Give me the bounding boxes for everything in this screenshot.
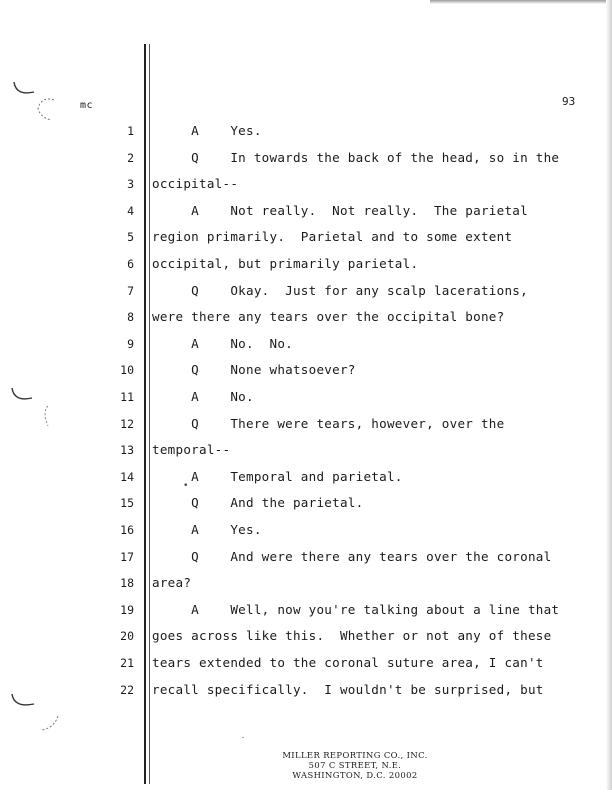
footer-city: WASHINGTON, D.C. 20002 (292, 770, 418, 780)
transcript-line: tears extended to the coronal suture area, I can't (152, 655, 544, 670)
punch-hole-middle-icon (8, 382, 58, 432)
transcript-line: Q There were tears, however, over the (152, 415, 505, 431)
line-number: 17 (120, 549, 134, 564)
line-number: 1 (127, 124, 134, 138)
transcript-line: Q And were there any tears over the coronal (152, 548, 552, 564)
line-number: 14 (120, 469, 134, 484)
margin-rule-outer (144, 44, 146, 784)
line-number: 18 (120, 576, 134, 591)
transcript-line: A No. No. (152, 335, 293, 351)
scan-cutoff (255, 780, 455, 792)
scan-edge-right (606, 0, 612, 790)
transcript-line: A Temporal and parietal. (152, 468, 403, 484)
reporter-footer (255, 750, 455, 790)
transcript-line: A Yes. (152, 123, 262, 138)
transcript-line: A Well, now you're talking about a line that (152, 601, 560, 617)
punch-hole-top-icon (8, 78, 66, 128)
transcript-line: area? (152, 575, 192, 591)
line-number: 3 (127, 177, 134, 192)
line-number: 21 (120, 656, 134, 670)
line-number: 20 (120, 629, 134, 644)
annotation-mark: · (241, 734, 246, 742)
line-number: 12 (120, 416, 134, 431)
footer-company: MILLER REPORTING CO., INC. (282, 750, 428, 760)
line-number: 22 (120, 682, 134, 697)
transcript-line: A Yes. (152, 522, 262, 537)
line-number: 13 (120, 443, 134, 458)
margin-rule-inner (149, 44, 150, 784)
line-number: 7 (127, 283, 134, 298)
transcript-line: temporal-- (152, 442, 231, 458)
transcript-line: goes across like this. Whether or not any of these (152, 628, 552, 644)
punch-hole-bottom-icon (8, 690, 68, 740)
transcript-line: recall specifically. I wouldn't be surprised, but (152, 681, 544, 697)
line-number: 10 (120, 363, 134, 378)
annotation-mark: • (183, 481, 189, 491)
scan-edge-top (430, 0, 612, 4)
footer-street: 507 C STREET, N.E. (308, 760, 402, 770)
transcript-line: Q None whatsoever? (152, 362, 356, 378)
line-number: 15 (120, 496, 134, 511)
transcript-line: A No. (152, 389, 254, 404)
line-number: 2 (127, 150, 134, 165)
line-number: 6 (127, 257, 134, 271)
transcript-line: were there any tears over the occipital bone? (152, 309, 505, 325)
transcript-line: A Not really. Not really. The parietal (152, 202, 528, 218)
line-number: 5 (127, 230, 134, 245)
reporter-initials: mc (80, 100, 94, 111)
transcript-line: occipital, but primarily parietal. (152, 256, 419, 271)
line-number: 9 (127, 336, 134, 351)
transcript-line: Q Okay. Just for any scalp lacerations, (152, 282, 528, 298)
transcript-line: Q In towards the back of the head, so in the (152, 149, 560, 165)
line-number: 4 (127, 203, 134, 218)
line-number: 19 (120, 602, 134, 617)
transcript-line: Q And the parietal. (152, 495, 364, 511)
line-number: 8 (127, 310, 134, 325)
line-number: 16 (120, 523, 134, 537)
transcript-line: region primarily. Parietal and to some extent (152, 229, 513, 245)
transcript-line: occipital-- (152, 176, 239, 192)
page-number: 93 (562, 95, 576, 108)
line-number: 11 (120, 390, 134, 404)
